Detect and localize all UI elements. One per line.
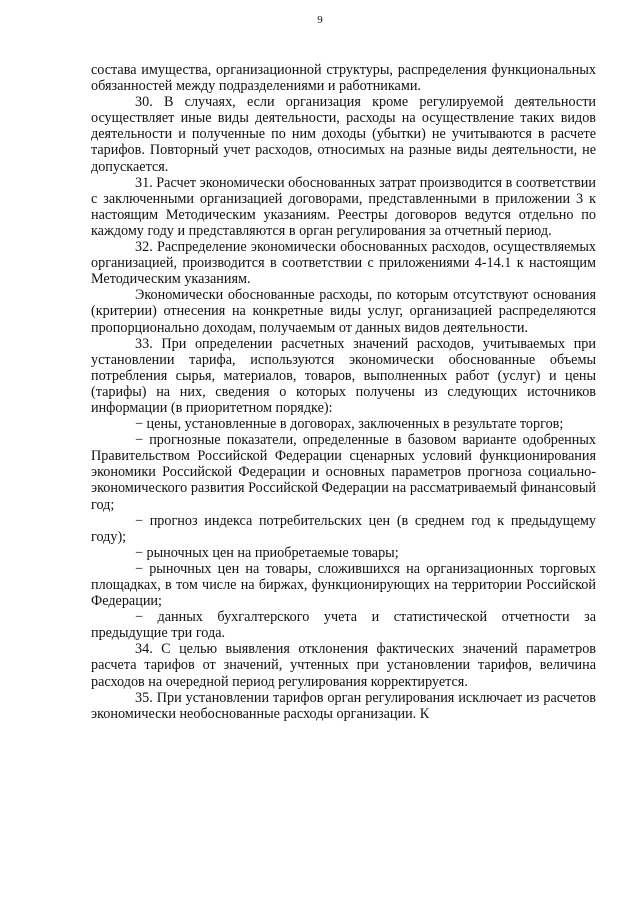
paragraph-35: 35. При установлении тарифов орган регулирования исключает из расчетов экономически необоснованные расходы организации. К <box>91 689 596 722</box>
paragraph-32: 32. Распределение экономически обоснованных расходов, осуществляемых организацией, производится в соответствии с приложениями 4-14.1 к настоящим Методическим указаниям. <box>91 239 596 288</box>
paragraph-30: 30. В случаях, если организация кроме регулируемой деятельности осуществляет иные виды деятельности, расходы на осуществление таких видов деятельности и полученные по ним доходы (убытки) не учитываются в расчете тарифов. Повторный учет расходов, относимых на разные виды деятельности, не допускается. <box>91 94 596 175</box>
list-item-cpi-forecast: − прогноз индекса потребительских цен (в среднем год к предыдущему году); <box>91 512 596 545</box>
paragraph-34: 34. С целью выявления отклонения фактических значений параметров расчета тарифов от значений, учтенных при установлении тарифов, величина расходов на очередной период регулирования корректируется. <box>91 641 596 690</box>
paragraph-32-continuation: Экономически обоснованные расходы, по которым отсутствуют основания (критерии) отнесения на конкретные виды услуг, организацией распределяются пропорционально доходам, получаемым от данных видов деятельности. <box>91 287 596 336</box>
list-item-market-prices: − рыночных цен на приобретаемые товары; <box>135 544 399 561</box>
paragraph-31: 31. Расчет экономически обоснованных затрат производится в соответствии с заключенными организацией договорами, представленными в приложении 3 к настоящим Методическим указаниям. Реестры договоров ведутся отдельно по каждому году и представляются в орган регулирования за отчетный период. <box>91 174 596 239</box>
list-item-exchange-prices: − рыночных цен на товары, сложившихся на организационных торговых площадках, в том числе на биржах, функционирующих на территории Российской Федерации; <box>91 560 596 610</box>
paragraph-continuation: состава имущества, организационной структуры, распределения функциональных обязанностей между подразделениями и работниками. <box>91 62 596 95</box>
paragraph-33: 33. При определении расчетных значений расходов, учитываемых при установлении тарифа, используются экономически обоснованные объемы потребления сырья, материалов, товаров, выполненных работ (услуг) и цены (тарифы) на них, сведения о которых получены из следующих источников информации (в приоритетном порядке): <box>91 335 596 416</box>
document-body <box>91 62 596 722</box>
list-item-accounting-data: − данных бухгалтерского учета и статистической отчетности за предыдущие три года. <box>91 609 596 642</box>
page-number: 9 <box>317 14 323 26</box>
list-item-forecast-indicators: − прогнозные показатели, определенные в базовом варианте одобренных Правительством Российской Федерации сценарных условий функционирования экономики Российской Федерации и основных параметров прогноза социально-экономического развития Российской Федерации на рассматриваемый финансовый год; <box>91 432 596 513</box>
list-item-tender-prices: − цены, установленные в договорах, заключенных в результате торгов; <box>135 416 564 433</box>
